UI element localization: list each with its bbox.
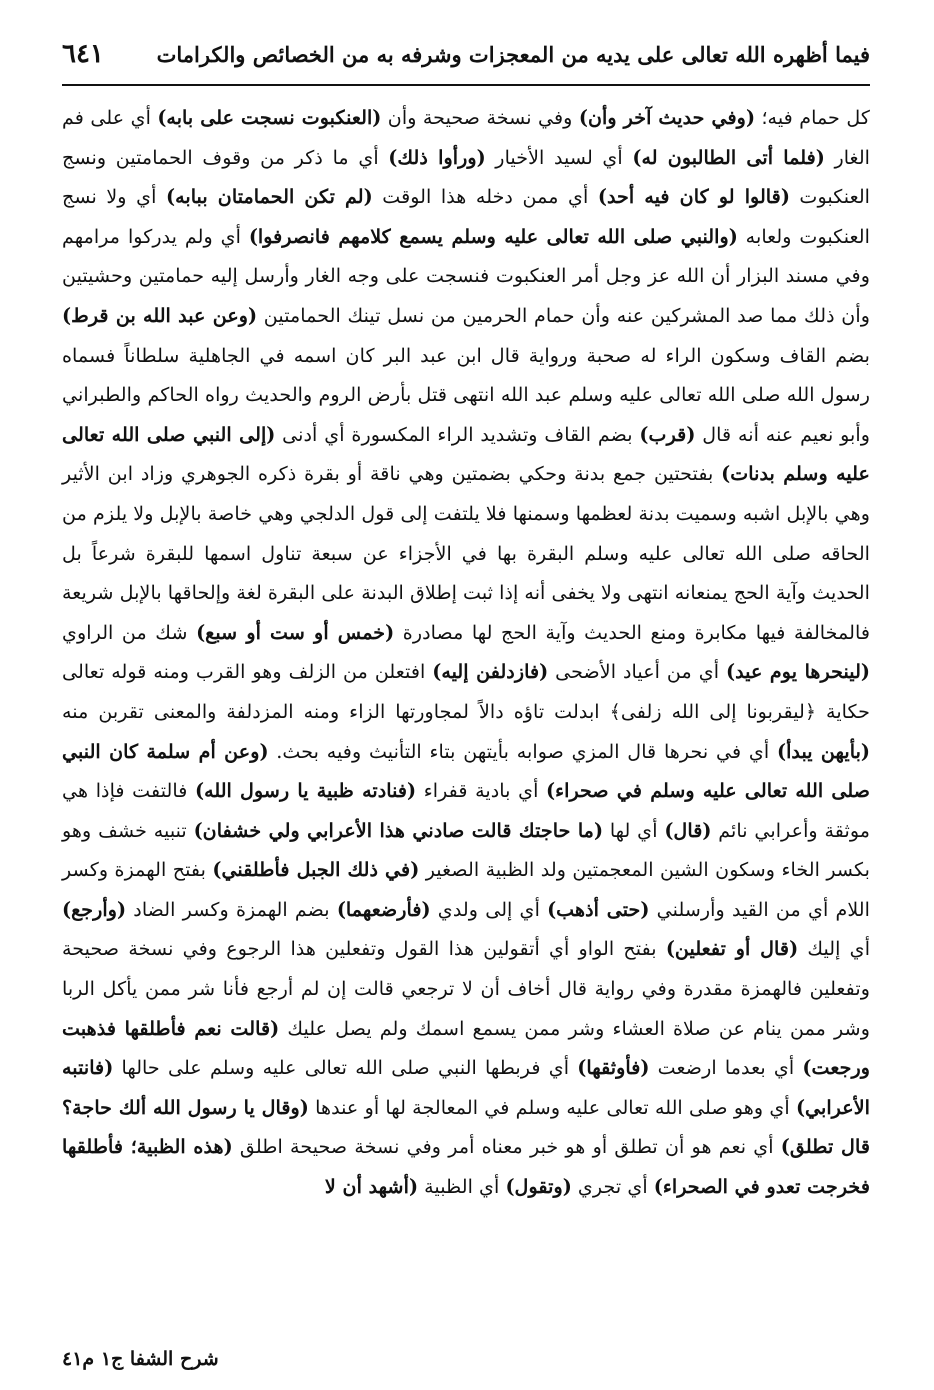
commentary-segment: أي لسيد الأخيار: [485, 145, 633, 169]
commentary-segment: أي في نحرها قال المزي صوابه بأيتهن بتاء التأنيث وفيه بحث.: [268, 739, 777, 763]
matn-quote: (حتى أذهب): [547, 897, 650, 921]
matn-quote: (إلى النبي صلى الله تعالى عليه وسلم بدنات): [62, 422, 870, 486]
commentary-segment: أي بادية قفراء: [416, 779, 547, 803]
matn-quote: (ما حاجتك قالت صادني هذا الأعرابي ولي خشفان): [193, 818, 604, 842]
commentary-segment: أي لها: [603, 818, 665, 842]
commentary-segment: شك من الراوي: [62, 620, 197, 644]
matn-quote: (وعن أم سلمة كان النبي صلى الله تعالى عليه وسلم في صحراء): [62, 739, 870, 803]
footer-signature: شرح الشفا ج١ م٤١: [62, 1348, 219, 1370]
matn-quote: (قالوا لو كان فيه أحد): [597, 185, 790, 209]
matn-quote: (وعن عبد الله بن قرط): [62, 303, 258, 327]
commentary-segment: أي ممن دخله هذا الوقت: [372, 185, 598, 209]
commentary-segment: أي وهو صلى الله تعالى عليه وسلم في المعالجة لها أو عندها: [308, 1095, 796, 1119]
matn-quote: (فأرضعهما): [336, 897, 431, 921]
commentary-segment: أي إليك: [798, 937, 871, 961]
matn-quote: (لينحرها يوم عيد): [726, 660, 871, 684]
commentary-segment: أي تجري: [571, 1175, 654, 1199]
commentary-segment: أي بعدما ارضعت: [649, 1056, 803, 1080]
commentary-segment: أي فربطها النبي صلى الله تعالى عليه وسلم على حالها: [113, 1056, 578, 1080]
commentary-segment: أي من أعياد الأضحى: [548, 660, 727, 684]
commentary-segment: أي على فم الغار: [62, 106, 870, 169]
commentary-segment: أي ولم يدركوا مرامهم وفي مسند البزار أن الله عز وجل أمر العنكبوت فنسجت على وجه الغار وأرسل إليه حمامتين وحشيتين وأن ذلك مما صد المشركين عنه وأن حمام الحرمين من نسل تينك الحمامتين: [62, 224, 870, 327]
matn-quote: (فنادته ظبية يا رسول الله): [194, 779, 417, 803]
matn-quote: (فأوثقها): [577, 1056, 650, 1080]
commentary-segment: بضم القاف وسكون الراء له صحبة ورواية قال ابن عبد البر كان اسمه في الجاهلية سلطاناً فسماه رسول الله صلى الله تعالى عليه وسلم عبد الله انتهى قتل بأرض الروم والحديث رواه الحاكم والطبراني وأبو نعيم عنه أنه قال: [62, 343, 870, 446]
matn-quote: (قرب): [639, 422, 696, 446]
matn-quote: (وفي حديث آخر وأن): [578, 106, 756, 129]
matn-quote: (فازدلفن إليه): [432, 660, 549, 684]
matn-quote: (خمس أو ست أو سبع): [196, 620, 395, 644]
commentary-segment: بضم القاف وتشديد الراء المكسورة أي أدنى: [275, 422, 640, 446]
paragraph: [62, 98, 870, 1207]
commentary-segment: افتعلن من الزلف وهو القرب ومنه قوله تعالى حكاية ﴿ليقربونا إلى الله زلفى﴾ ابدلت تاؤه دالاً لمجاورتها الزاء ومنه المزدلفة والمعنى تقربن منه: [62, 660, 870, 723]
page-number: ٦٤١: [62, 39, 104, 69]
commentary-segment: بفتح الهمزة وكسر اللام أي من القيد وأرسلني: [62, 858, 870, 921]
matn-quote: (قال): [664, 818, 712, 842]
commentary-segment: أي ولا نسج العنكبوت ولعابه: [62, 185, 870, 248]
commentary-segment: كل حمام فيه؛: [755, 106, 870, 129]
commentary-segment: أي نعم هو أن تطلق أو هو خبر معناه أمر وفي نسخة صحيحة اطلق: [232, 1135, 781, 1159]
commentary-segment: أي الظبية: [418, 1175, 506, 1199]
commentary-segment: أي ما ذكر من وقوف الحمامتين ونسج العنكبوت: [62, 145, 871, 209]
commentary-segment: أي إلى ولدي: [430, 897, 548, 921]
commentary-segment: بفتح الواو أي أتقولين هذا القول وتفعلين هذا الرجوع وفي نسخة صحيحة وتفعلين فالهمزة مقدرة وفي رواية قال أخاف أن لا ترجعي قالت إن لم أرجع فأنا شر ممن يأكل الربا وشر ممن ينام عن صلاة العشاء وشر ممن يسمع اسمك ولم يصل عليك: [62, 937, 870, 1040]
matn-quote: (قال أو تفعلين): [665, 937, 799, 961]
matn-quote: (قالت نعم فأطلقها فذهبت ورجعت): [62, 1016, 870, 1080]
commentary-text: [62, 98, 870, 1207]
matn-quote: (ورأوا ذلك): [388, 145, 486, 169]
matn-quote: (هذه الظبية؛ فأطلقها فخرجت تعدو في الصحراء): [62, 1135, 870, 1199]
matn-quote: (لم تكن الحمامتان ببابه): [165, 185, 373, 209]
matn-quote: (في ذلك الجبل فأطلقني): [212, 858, 420, 882]
matn-quote: (أشهد أن لا: [324, 1175, 419, 1199]
commentary-segment: تنبيه خشف وهو بكسر الخاء وسكون الشين المعجمتين ولد الظبية الصغير: [62, 818, 870, 882]
commentary-segment: بفتحتين جمع بدنة وحكي بضمتين وهي ناقة أو بقرة ذكره الجوهري وزاد ابن الأثير وهي بالإبل اشبه وسميت بدنة لعظمها وسمنها فلا يلتفت إلى قول الدلجي وهي خاصة بالإبل ولا يلزم من الحاقه صلى الله تعالى عليه وسلم البقرة بها في الأجزاء عن سبعة تناول اسمها للبقرة شرعاً بل الحديث وآية الحج يمنعانه انتهى ولا يخفى أنه إذا ثبت إطلاق البدنة على البقرة لغة وإلحاقها بالإبل شريعة فالمخالفة فيها مكابرة ومنع الحديث وآية الحج لها مصادرة: [62, 462, 870, 644]
matn-quote: (فلما أتى الطالبون له): [632, 145, 825, 169]
matn-quote: (وتقول): [505, 1175, 572, 1199]
commentary-segment: وفي نسخة صحيحة وأن: [381, 106, 579, 129]
running-title: فيما أظهره الله تعالى على يديه من المعجزات وشرفه به من الخصائص والكرامات: [156, 41, 870, 67]
commentary-segment: بضم الهمزة وكسر الضاد: [126, 897, 337, 921]
header-rule: [62, 84, 870, 86]
matn-quote: (وأرجع): [62, 897, 127, 921]
matn-quote: (فانتبه الأعرابي): [62, 1056, 870, 1119]
page-header: [62, 28, 870, 80]
commentary-segment: فالتفت فإذا هي موثقة وأعرابي نائم: [62, 779, 871, 842]
matn-quote: (بأيهن يبدأ): [777, 739, 870, 763]
matn-quote: (والنبي صلى الله تعالى عليه وسلم يسمع كلامهم فانصرفوا): [248, 224, 738, 248]
matn-quote: (وقال يا رسول الله ألك حاجة؟ قال تطلق): [62, 1095, 870, 1159]
matn-quote: (العنكبوت نسجت على بابه): [157, 106, 382, 129]
